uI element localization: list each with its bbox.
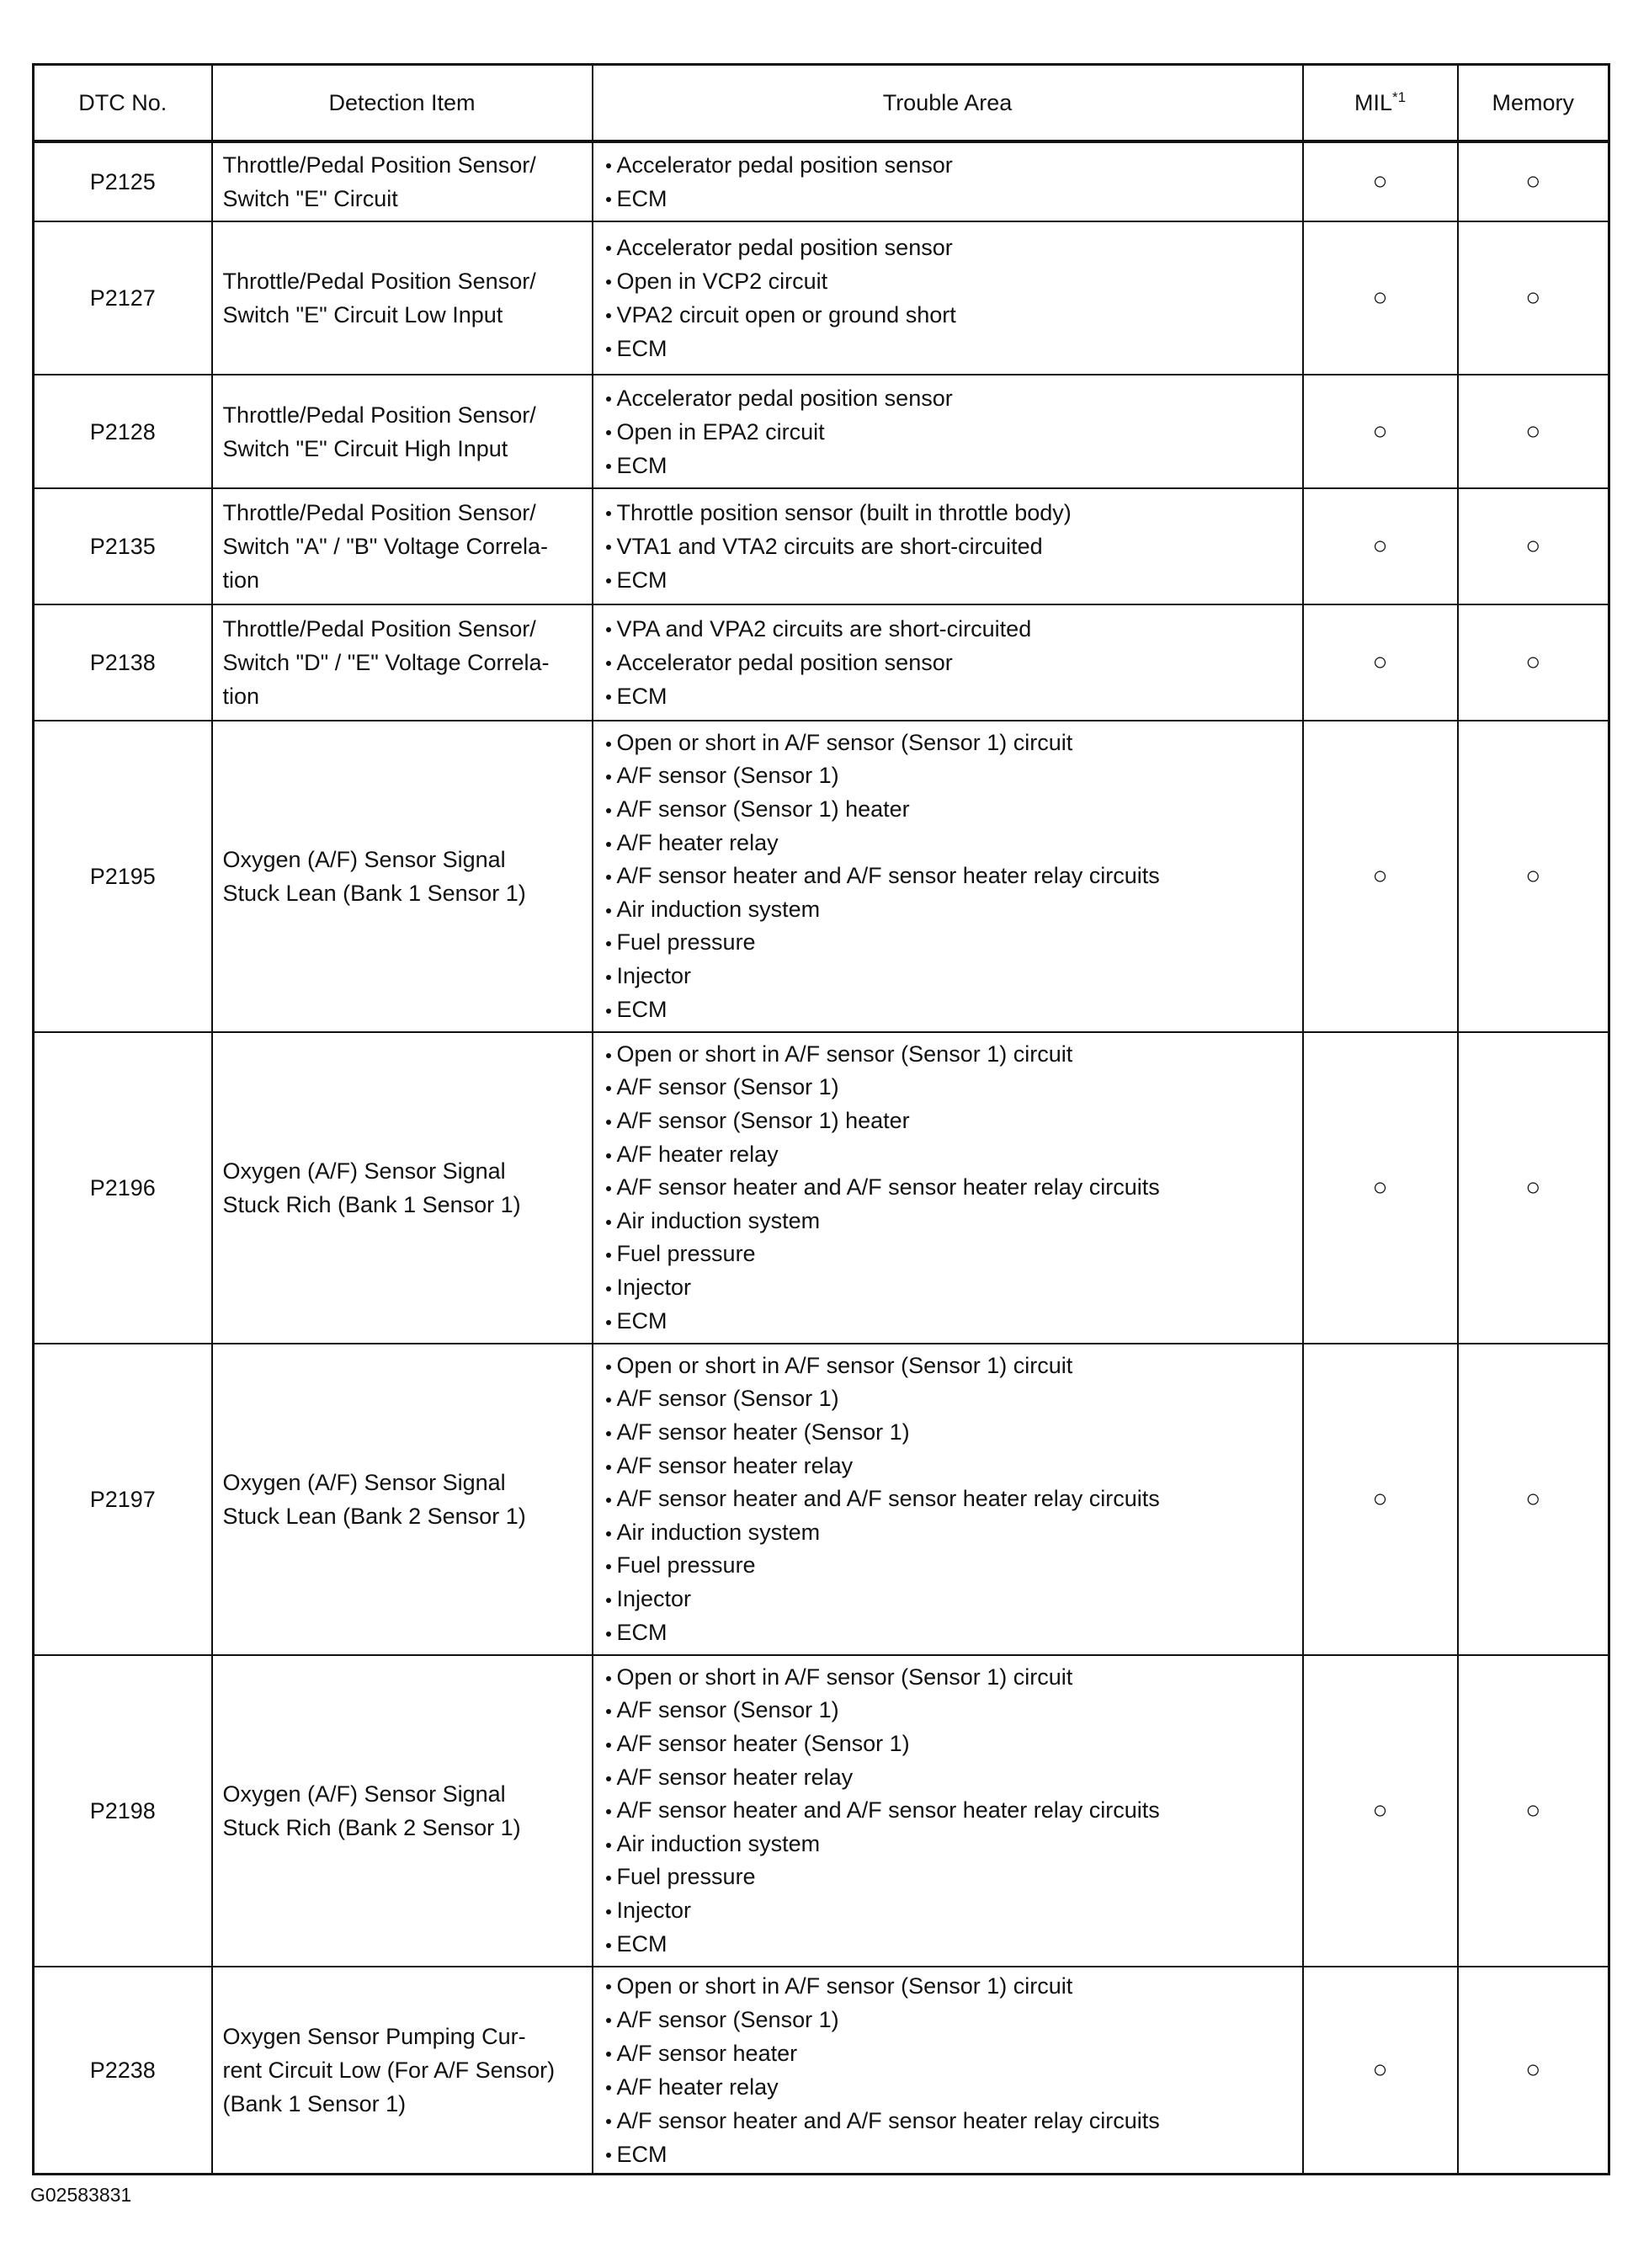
trouble-area [593, 141, 1303, 221]
mil-cell [1303, 721, 1458, 1032]
trouble-area-item: A/F sensor heater and A/F sensor heater relay circuits [605, 1483, 1294, 1516]
trouble-area-list [605, 381, 1294, 482]
memory-circle-icon: ○ [1525, 284, 1541, 311]
trouble-area-list [605, 1038, 1294, 1338]
table-row [34, 221, 1609, 375]
trouble-area-item: A/F sensor heater and A/F sensor heater relay circuits [605, 1794, 1294, 1828]
trouble-area-item: Injector [605, 1583, 1294, 1616]
header-memory: Memory [1458, 65, 1609, 142]
trouble-area-item: A/F sensor heater and A/F sensor heater relay circuits [605, 2104, 1294, 2138]
dtc-code: P2127 [34, 221, 212, 375]
trouble-area-item: Injector [605, 960, 1294, 993]
trouble-area [593, 221, 1303, 375]
memory-cell [1458, 221, 1609, 375]
trouble-area-item: Accelerator pedal position sensor [605, 381, 1294, 415]
table-row [34, 1967, 1609, 2175]
mil-circle-icon: ○ [1372, 284, 1388, 311]
trouble-area-item: A/F sensor (Sensor 1) heater [605, 1105, 1294, 1138]
trouble-area-item: Open or short in A/F sensor (Sensor 1) circuit [605, 1350, 1294, 1383]
dtc-code: P2238 [34, 1967, 212, 2175]
memory-cell [1458, 1032, 1609, 1344]
trouble-area-item: ECM [605, 993, 1294, 1027]
trouble-area [593, 1032, 1303, 1344]
trouble-area-item: Fuel pressure [605, 926, 1294, 960]
memory-circle-icon: ○ [1525, 862, 1541, 890]
detection-item: Oxygen (A/F) Sensor Signal Stuck Rich (Bank 2 Sensor 1) [212, 1655, 593, 1967]
detection-item: Oxygen (A/F) Sensor Signal Stuck Lean (Bank 2 Sensor 1) [212, 1344, 593, 1655]
memory-cell [1458, 721, 1609, 1032]
trouble-area-item: A/F sensor heater and A/F sensor heater relay circuits [605, 860, 1294, 893]
trouble-area-item: ECM [605, 563, 1294, 597]
mil-cell [1303, 1344, 1458, 1655]
mil-circle-icon: ○ [1372, 1174, 1388, 1201]
memory-cell [1458, 141, 1609, 221]
trouble-area [593, 1655, 1303, 1967]
trouble-area-item: Open in EPA2 circuit [605, 415, 1294, 449]
trouble-area-item: A/F sensor (Sensor 1) heater [605, 793, 1294, 827]
memory-circle-icon: ○ [1525, 532, 1541, 560]
trouble-area-item: ECM [605, 182, 1294, 216]
mil-circle-icon: ○ [1372, 417, 1388, 445]
trouble-area-item: A/F sensor heater and A/F sensor heater relay circuits [605, 1171, 1294, 1205]
mil-circle-icon: ○ [1372, 532, 1388, 560]
header-mil-label: MIL [1354, 90, 1392, 115]
trouble-area-item: A/F sensor heater relay [605, 1450, 1294, 1483]
memory-circle-icon: ○ [1525, 417, 1541, 445]
header-mil-footnote: *1 [1391, 89, 1407, 105]
mil-cell [1303, 221, 1458, 375]
table-row [34, 721, 1609, 1032]
table-row [34, 488, 1609, 604]
mil-circle-icon: ○ [1372, 1485, 1388, 1513]
trouble-area-list [605, 727, 1294, 1026]
trouble-area-list [605, 231, 1294, 365]
trouble-area-item: Air induction system [605, 1516, 1294, 1550]
mil-circle-icon: ○ [1372, 2056, 1388, 2084]
memory-cell [1458, 1344, 1609, 1655]
trouble-area-item: ECM [605, 449, 1294, 482]
trouble-area-item: Open or short in A/F sensor (Sensor 1) circuit [605, 1038, 1294, 1072]
mil-cell [1303, 604, 1458, 721]
mil-circle-icon: ○ [1372, 168, 1388, 195]
mil-cell [1303, 1032, 1458, 1344]
trouble-area-item: A/F sensor (Sensor 1) [605, 759, 1294, 793]
dtc-code: P2125 [34, 141, 212, 221]
dtc-code: P2138 [34, 604, 212, 721]
mil-circle-icon: ○ [1372, 648, 1388, 676]
header-trouble-area: Trouble Area [593, 65, 1303, 142]
detection-item: Throttle/Pedal Position Sensor/ Switch "D" / "E" Voltage Correla- tion [212, 604, 593, 721]
trouble-area-item: Open or short in A/F sensor (Sensor 1) circuit [605, 727, 1294, 760]
figure-id: G02583831 [30, 2184, 132, 2206]
memory-cell [1458, 1655, 1609, 1967]
trouble-area-item: Air induction system [605, 893, 1294, 927]
trouble-area-item: ECM [605, 679, 1294, 713]
trouble-area-list [605, 496, 1294, 597]
trouble-area-item: Accelerator pedal position sensor [605, 646, 1294, 679]
trouble-area-item: Open in VCP2 circuit [605, 264, 1294, 298]
trouble-area-list [605, 1350, 1294, 1649]
table-row [34, 1655, 1609, 1967]
trouble-area-list [605, 1969, 1294, 2171]
dtc-code: P2198 [34, 1655, 212, 1967]
dtc-code: P2197 [34, 1344, 212, 1655]
trouble-area-item: Fuel pressure [605, 1238, 1294, 1271]
trouble-area-item: A/F sensor (Sensor 1) [605, 1071, 1294, 1105]
detection-item: Throttle/Pedal Position Sensor/ Switch "E" Circuit Low Input [212, 221, 593, 375]
detection-item: Throttle/Pedal Position Sensor/ Switch "E" Circuit [212, 141, 593, 221]
memory-circle-icon: ○ [1525, 1797, 1541, 1824]
trouble-area-item: Accelerator pedal position sensor [605, 231, 1294, 264]
dtc-code: P2128 [34, 375, 212, 488]
mil-circle-icon: ○ [1372, 862, 1388, 890]
trouble-area-item: A/F sensor (Sensor 1) [605, 1694, 1294, 1728]
trouble-area-item: A/F sensor heater (Sensor 1) [605, 1416, 1294, 1450]
table-row [34, 1032, 1609, 1344]
detection-item: Oxygen (A/F) Sensor Signal Stuck Lean (Bank 1 Sensor 1) [212, 721, 593, 1032]
detection-item: Throttle/Pedal Position Sensor/ Switch "A" / "B" Voltage Correla- tion [212, 488, 593, 604]
mil-cell [1303, 1655, 1458, 1967]
trouble-area-item: Throttle position sensor (built in throttle body) [605, 496, 1294, 530]
trouble-area-item: Accelerator pedal position sensor [605, 148, 1294, 182]
trouble-area-item: ECM [605, 1305, 1294, 1339]
mil-cell [1303, 488, 1458, 604]
trouble-area-item: A/F sensor (Sensor 1) [605, 1382, 1294, 1416]
table-row [34, 1344, 1609, 1655]
trouble-area [593, 721, 1303, 1032]
trouble-area-item: ECM [605, 2138, 1294, 2171]
trouble-area-item: Fuel pressure [605, 1861, 1294, 1894]
trouble-area-item: VPA and VPA2 circuits are short-circuited [605, 612, 1294, 646]
trouble-area-item: A/F sensor heater (Sensor 1) [605, 1728, 1294, 1761]
trouble-area-item: VPA2 circuit open or ground short [605, 298, 1294, 332]
trouble-area-item: ECM [605, 332, 1294, 365]
memory-circle-icon: ○ [1525, 2056, 1541, 2084]
trouble-area-item: A/F heater relay [605, 827, 1294, 860]
trouble-area [593, 375, 1303, 488]
dtc-table [32, 63, 1610, 2175]
memory-cell [1458, 488, 1609, 604]
table-header [34, 65, 1609, 142]
trouble-area-list [605, 1661, 1294, 1961]
trouble-area-item: A/F sensor (Sensor 1) [605, 2003, 1294, 2036]
trouble-area-item: Open or short in A/F sensor (Sensor 1) circuit [605, 1661, 1294, 1695]
trouble-area [593, 1344, 1303, 1655]
table-row [34, 375, 1609, 488]
trouble-area-item: Air induction system [605, 1205, 1294, 1238]
mil-cell [1303, 141, 1458, 221]
trouble-area-item: A/F heater relay [605, 2070, 1294, 2104]
trouble-area-list [605, 148, 1294, 216]
memory-circle-icon: ○ [1525, 1174, 1541, 1201]
dtc-code: P2196 [34, 1032, 212, 1344]
detection-item: Oxygen Sensor Pumping Cur- rent Circuit Low (For A/F Sensor) (Bank 1 Sensor 1) [212, 1967, 593, 2175]
mil-cell [1303, 375, 1458, 488]
dtc-code: P2195 [34, 721, 212, 1032]
memory-circle-icon: ○ [1525, 168, 1541, 195]
trouble-area-item: ECM [605, 1616, 1294, 1650]
memory-cell [1458, 375, 1609, 488]
trouble-area-item: Fuel pressure [605, 1549, 1294, 1583]
mil-cell [1303, 1967, 1458, 2175]
header-dtc-no: DTC No. [34, 65, 212, 142]
table-body [34, 141, 1609, 2175]
trouble-area-item: A/F sensor heater relay [605, 1761, 1294, 1795]
trouble-area-item: Injector [605, 1271, 1294, 1305]
trouble-area-list [605, 612, 1294, 713]
mil-circle-icon: ○ [1372, 1797, 1388, 1824]
dtc-code: P2135 [34, 488, 212, 604]
trouble-area-item: A/F sensor heater [605, 2036, 1294, 2070]
detection-item: Throttle/Pedal Position Sensor/ Switch "E" Circuit High Input [212, 375, 593, 488]
header-detection-item: Detection Item [212, 65, 593, 142]
memory-circle-icon: ○ [1525, 648, 1541, 676]
trouble-area [593, 488, 1303, 604]
header-row [34, 65, 1609, 142]
memory-circle-icon: ○ [1525, 1485, 1541, 1513]
trouble-area-item: Air induction system [605, 1828, 1294, 1861]
trouble-area-item: Open or short in A/F sensor (Sensor 1) circuit [605, 1969, 1294, 2003]
header-mil [1303, 65, 1458, 142]
memory-cell [1458, 1967, 1609, 2175]
table-row [34, 604, 1609, 721]
detection-item: Oxygen (A/F) Sensor Signal Stuck Rich (Bank 1 Sensor 1) [212, 1032, 593, 1344]
trouble-area [593, 604, 1303, 721]
trouble-area-item: A/F heater relay [605, 1138, 1294, 1172]
trouble-area-item: Injector [605, 1894, 1294, 1928]
trouble-area-item: VTA1 and VTA2 circuits are short-circuited [605, 530, 1294, 563]
memory-cell [1458, 604, 1609, 721]
table-row [34, 141, 1609, 221]
trouble-area [593, 1967, 1303, 2175]
trouble-area-item: ECM [605, 1928, 1294, 1962]
